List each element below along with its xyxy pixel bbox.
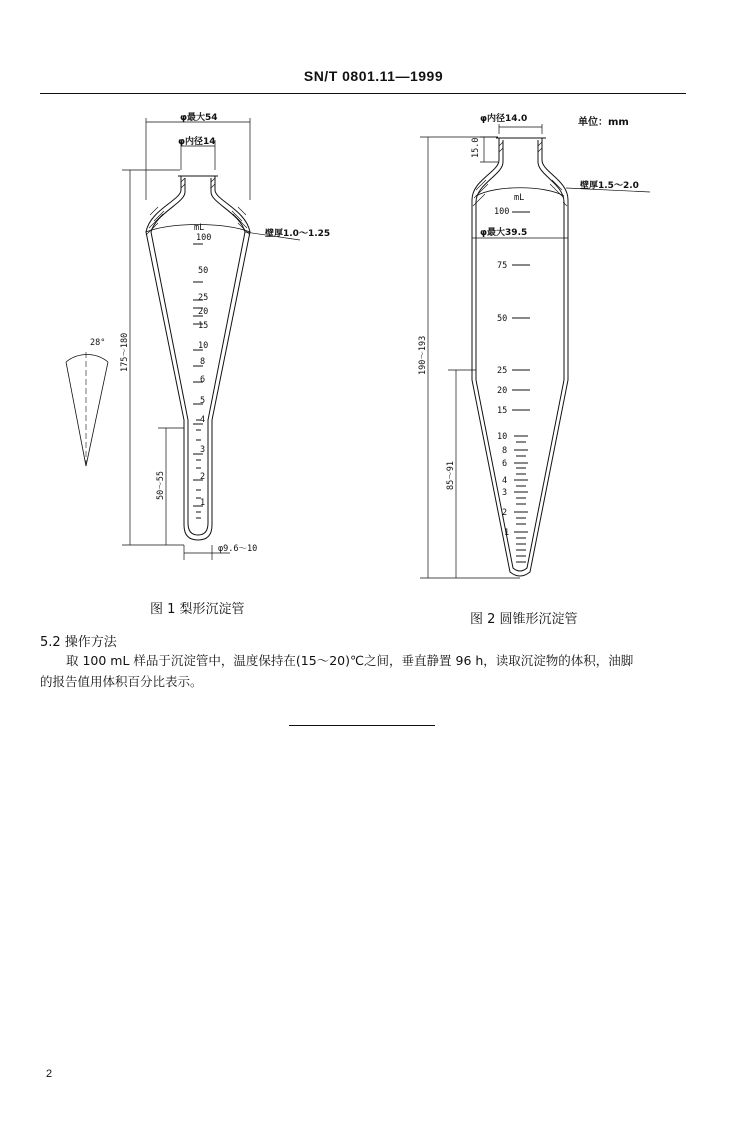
fig1-scale-10: 10 xyxy=(198,341,209,351)
fig1-scale-6: 6 xyxy=(200,375,206,385)
fig2-wall-thickness-label: 壁厚1.5～2.0 xyxy=(580,181,639,191)
section-title: 5.2 操作方法 xyxy=(40,635,117,650)
fig2-scale-1: 1 xyxy=(504,528,510,538)
fig2-scale-50: 50 xyxy=(497,314,508,324)
figure2-caption: 图 2 圆锥形沉淀管 xyxy=(470,612,578,627)
end-rule xyxy=(289,725,435,726)
fig1-scale-3: 3 xyxy=(200,445,206,455)
fig2-neck-height-label: 15.0 xyxy=(471,137,481,158)
fig2-scale-15: 15 xyxy=(497,406,508,416)
fig2-scale-20: 20 xyxy=(497,386,508,396)
figure1-caption: 图 1 梨形沉淀管 xyxy=(150,602,245,617)
fig1-lower-height-label: 50～55 xyxy=(156,471,166,500)
fig2-scale-6: 6 xyxy=(502,459,508,469)
document-code-header: SN/T 0801.11—1999 xyxy=(303,68,444,84)
fig1-scale-25: 25 xyxy=(198,293,209,303)
fig1-scale-50: 50 xyxy=(198,266,209,276)
fig1-scale-2: 2 xyxy=(200,472,206,482)
fig1-scale-15: 15 xyxy=(198,321,209,331)
fig2-max-diameter-label: φ最大39.5 xyxy=(480,228,528,238)
fig2-scale-8: 8 xyxy=(502,446,508,456)
fig2-unit-label: 单位：mm xyxy=(578,117,629,128)
fig2-scale-4: 4 xyxy=(502,476,508,486)
fig2-scale-100: 100 xyxy=(494,207,510,217)
fig2-unit-ml-label: mL xyxy=(514,193,525,203)
fig1-angle-label: 28° xyxy=(90,338,106,348)
fig1-scale-4: 4 xyxy=(200,415,206,425)
fig1-scale-20: 20 xyxy=(198,307,209,317)
fig2-scale-2: 2 xyxy=(502,508,508,518)
fig2-scale-3: 3 xyxy=(502,488,508,498)
fig2-total-height-label: 190～193 xyxy=(418,335,428,375)
fig1-wall-thickness-label: 壁厚1.0～1.25 xyxy=(265,229,331,239)
figure2-conical-tube xyxy=(420,124,650,578)
fig2-scale-25: 25 xyxy=(497,366,508,376)
fig1-max-diameter-label: φ最大54 xyxy=(180,113,218,123)
fig1-scale-100: 100 xyxy=(196,233,212,243)
fig1-inner-diameter-label: φ内径14 xyxy=(178,137,216,147)
section-paragraph-line1: 取 100 mL 样品于沉淀管中，温度保持在(15～20)℃之间，垂直静置 96 h，读取沉淀物的体积，油脚 xyxy=(66,653,634,668)
fig1-unit-ml-label: mL xyxy=(194,223,205,233)
fig2-scale-75: 75 xyxy=(497,261,508,271)
section-paragraph-line2: 的报告值用体积百分比表示。 xyxy=(40,674,203,689)
fig2-scale-10: 10 xyxy=(497,432,508,442)
page-number: 2 xyxy=(46,1068,53,1080)
fig1-bottom-diameter-label: φ9.6～10 xyxy=(218,544,258,554)
fig1-total-height-label: 175～180 xyxy=(120,332,130,372)
fig1-scale-1: 1 xyxy=(200,498,206,508)
fig1-scale-8: 8 xyxy=(200,357,206,367)
fig2-lower-height-label: 85～91 xyxy=(446,461,456,490)
fig1-scale-5: 5 xyxy=(200,396,206,406)
fig2-inner-diameter-label: φ内径14.0 xyxy=(480,114,528,124)
